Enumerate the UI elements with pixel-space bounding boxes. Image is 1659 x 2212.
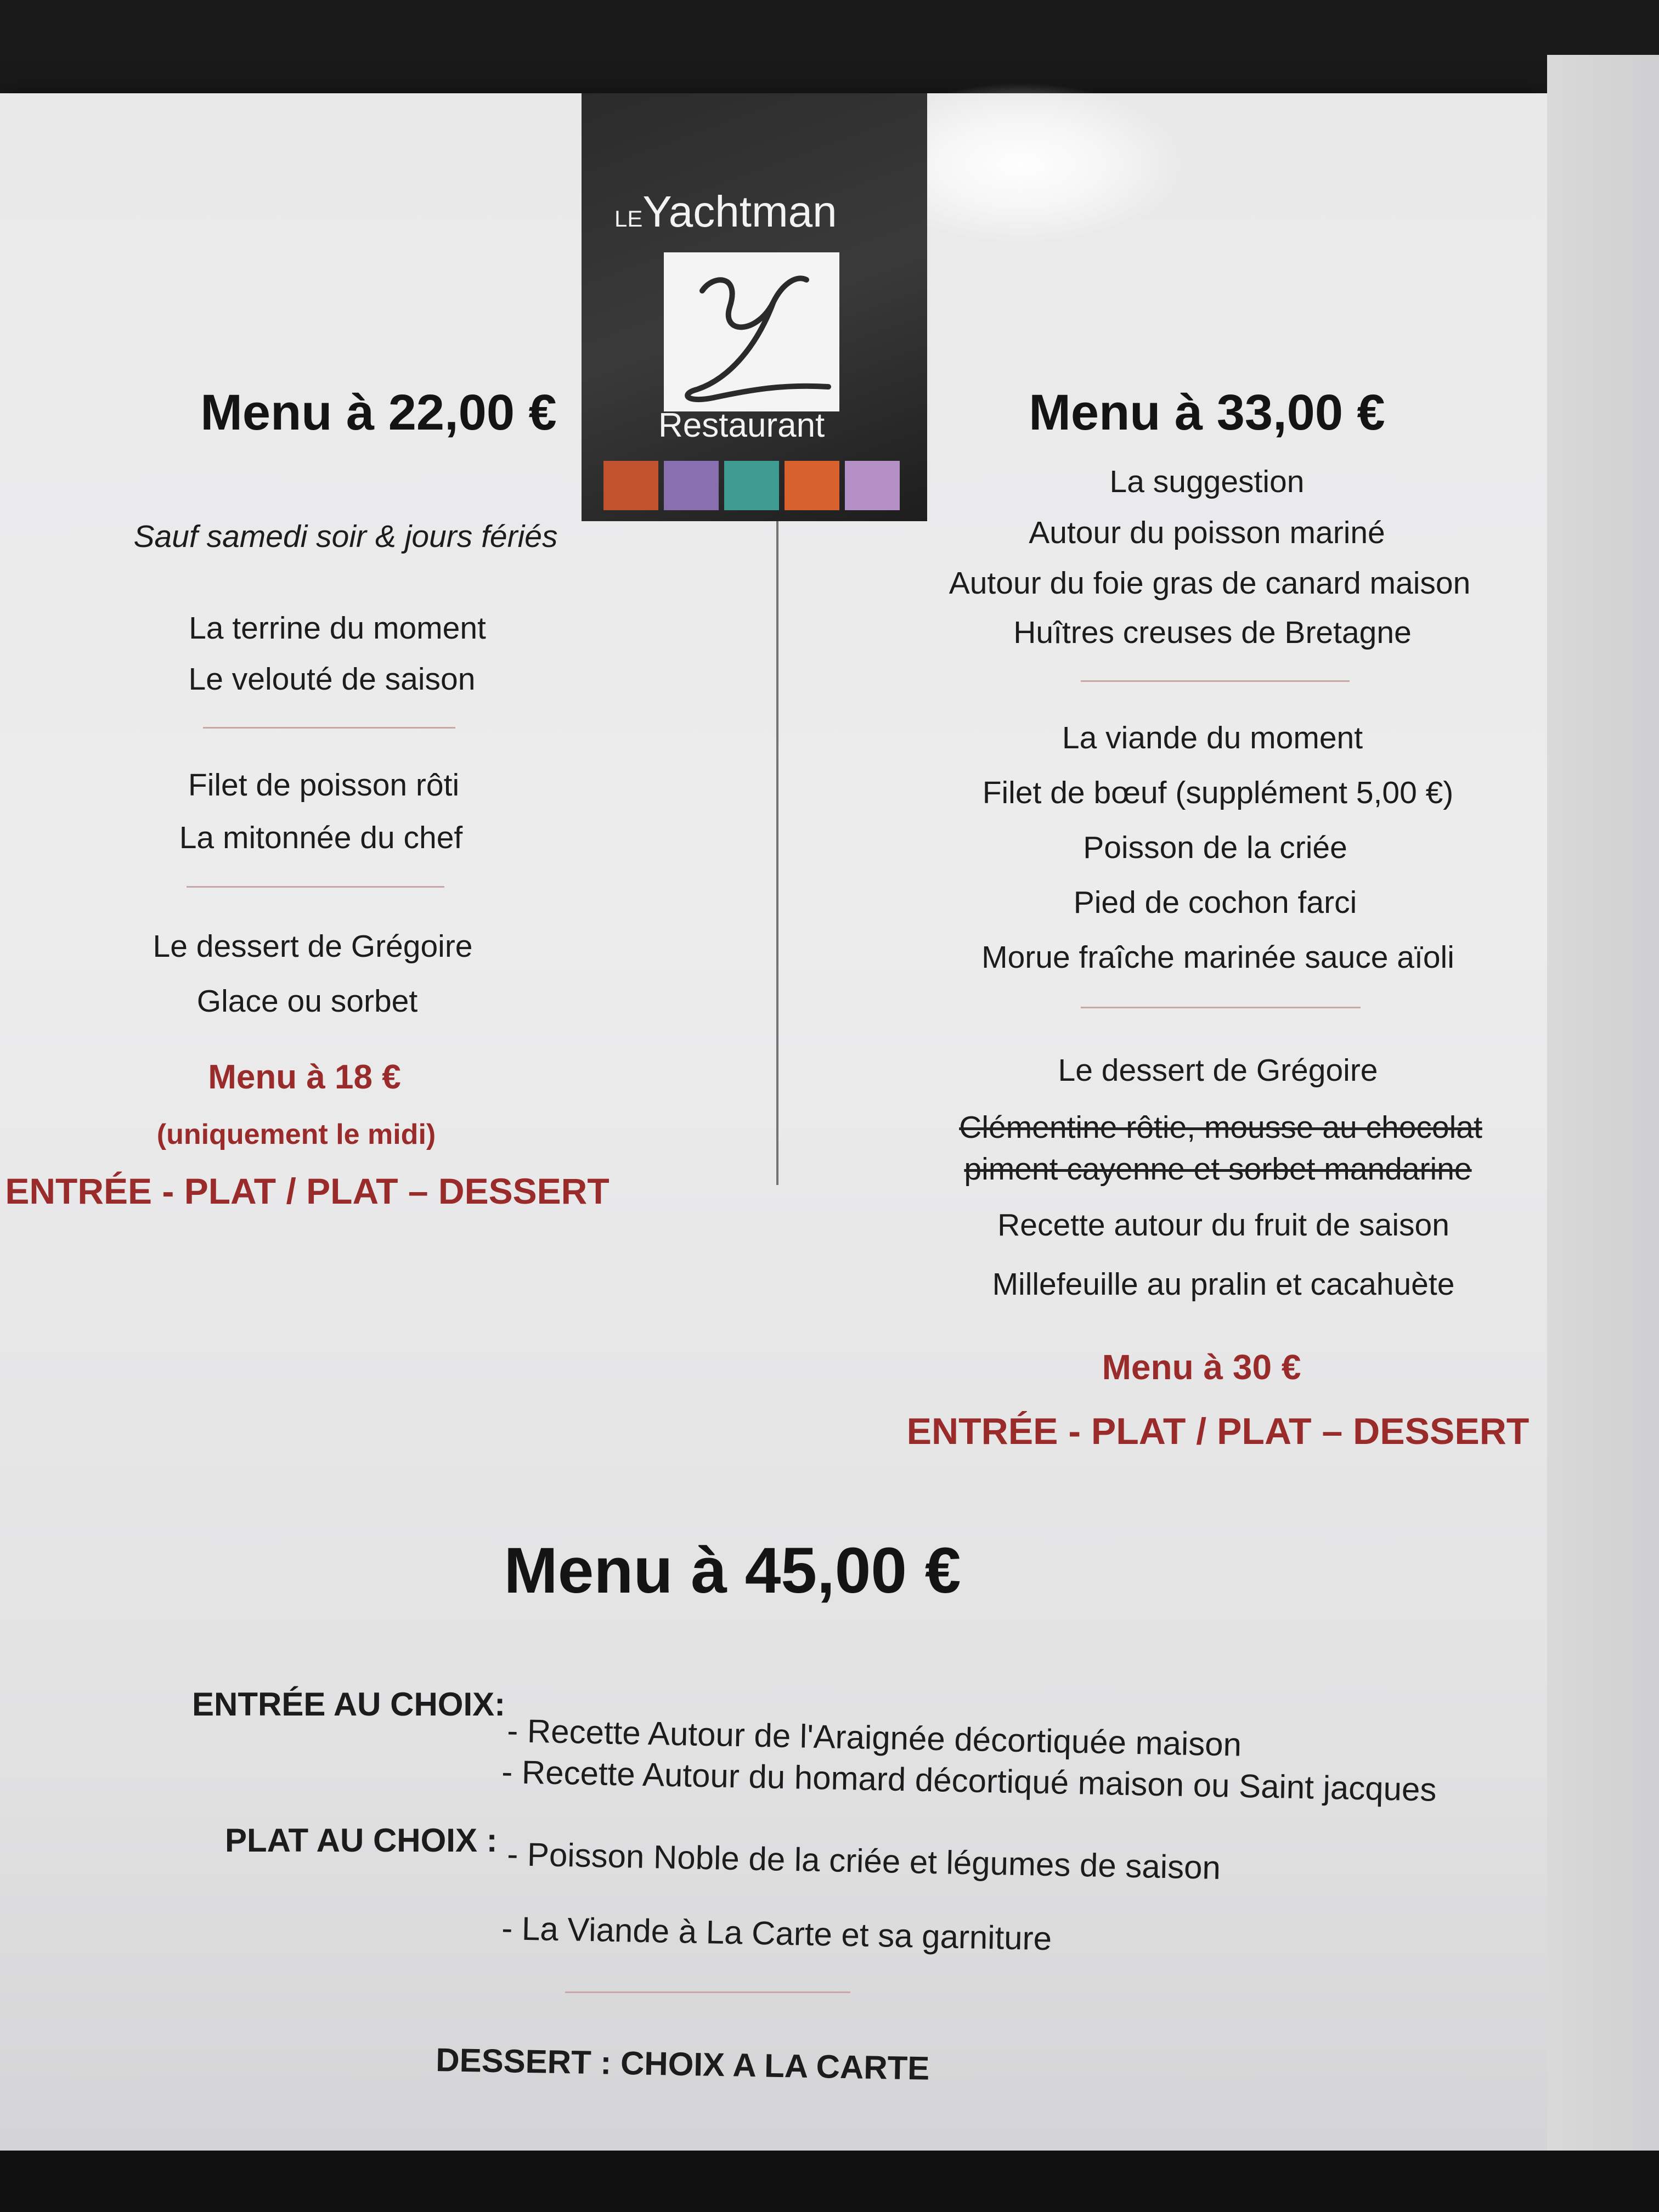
menu-22-entree: La terrine du moment (189, 611, 486, 646)
menu-45-entree: - Recette Autour du homard décortiqué maison ou Saint jacques (501, 1753, 1437, 1808)
separator (187, 886, 444, 888)
menu-18-note: (uniquement le midi) (156, 1119, 436, 1150)
menu-33-dessert: Recette autour du fruit de saison (997, 1207, 1449, 1243)
logo-swatch (724, 461, 779, 510)
menu-33-plat: Filet de bœuf (supplément 5,00 €) (982, 775, 1454, 810)
menu-22-plat: La mitonnée du chef (179, 820, 463, 855)
logo-swatch (664, 461, 719, 510)
menu-45-entree: - Recette Autour de l'Araignée décortiquée maison (506, 1712, 1242, 1763)
menu-22-dessert: Le dessert de Grégoire (153, 929, 473, 964)
column-divider (776, 521, 778, 1185)
menu-22-plat: Filet de poisson rôti (188, 768, 460, 803)
menu-33-dessert: Millefeuille au pralin et cacahuète (992, 1267, 1455, 1302)
menu-45-dessert-label: DESSERT : CHOIX A LA CARTE (435, 2041, 930, 2087)
menu-33-title: Menu à 33,00 € (1029, 385, 1385, 441)
menu-33-entree: La suggestion (1109, 464, 1305, 499)
separator (565, 1991, 850, 1993)
menu-33-entree: Autour du poisson mariné (1029, 515, 1385, 550)
menu-22-title: Menu à 22,00 € (200, 385, 557, 441)
menu-30-formula: ENTRÉE - PLAT / PLAT – DESSERT (906, 1410, 1530, 1452)
menu-30-title: Menu à 30 € (1102, 1347, 1301, 1387)
menu-33-plat: Poisson de la criée (1083, 830, 1347, 865)
logo-brand-name: Yachtman (642, 187, 837, 236)
menu-33-plat: La viande du moment (1062, 720, 1363, 755)
logo-subtitle: Restaurant (658, 407, 825, 444)
logo-swatch (845, 461, 900, 510)
menu-33-entree: Autour du foie gras de canard maison (949, 566, 1471, 601)
restaurant-logo (582, 93, 927, 521)
menu-22-entree: Le velouté de saison (188, 662, 476, 697)
menu-45-entree-label: ENTRÉE AU CHOIX: (192, 1686, 506, 1723)
separator (1081, 1007, 1361, 1008)
menu-45-plat: - La Viande à La Carte et sa garniture (501, 1909, 1052, 1957)
separator (1081, 680, 1350, 682)
bottom-edge-shadow (0, 2151, 1659, 2212)
logo-swatch (785, 461, 839, 510)
menu-22-dessert: Glace ou sorbet (196, 984, 418, 1019)
menu-33-dessert-struck: piment cayenne et sorbet mandarine (964, 1152, 1472, 1187)
menu-45-title: Menu à 45,00 € (504, 1534, 961, 1607)
menu-33-entree: Huîtres creuses de Bretagne (1013, 615, 1412, 650)
menu-33-dessert: Le dessert de Grégoire (1058, 1053, 1378, 1088)
menu-33-plat: Morue fraîche marinée sauce aïoli (981, 940, 1454, 975)
menu-18-title: Menu à 18 € (208, 1058, 401, 1096)
logo-brand (614, 187, 837, 237)
logo-swatch (603, 461, 658, 510)
menu-33-plat: Pied de cochon farci (1073, 885, 1357, 920)
separator (203, 727, 455, 729)
menu-33-dessert-struck: Clémentine rôtie, mousse au chocolat (959, 1110, 1482, 1145)
logo-brand-prefix: LE (614, 206, 643, 232)
menu-18-formula: ENTRÉE - PLAT / PLAT – DESSERT (5, 1171, 610, 1211)
menu-22-note: Sauf samedi soir & jours fériés (133, 519, 558, 554)
menu-45-plat: - Poisson Noble de la criée et légumes de saison (506, 1835, 1221, 1886)
menu-45-plat-label: PLAT AU CHOIX : (225, 1822, 498, 1859)
page-frame (1547, 55, 1659, 2156)
